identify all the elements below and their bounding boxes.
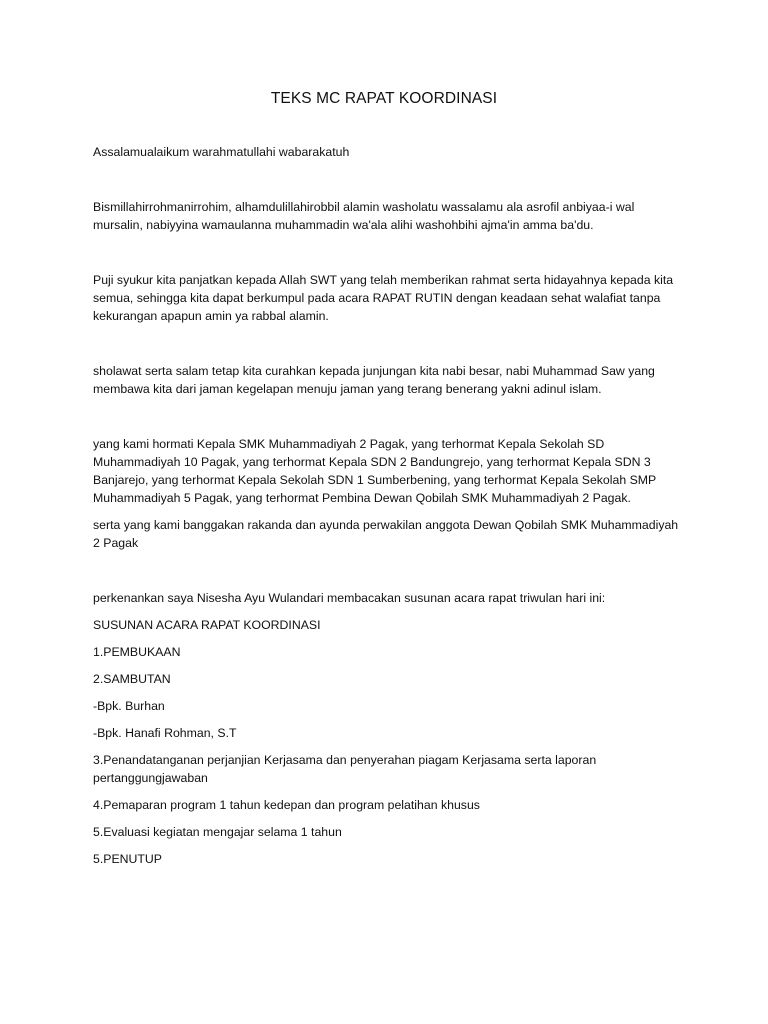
sholawat-paragraph: sholawat serta salam tetap kita curahkan kepada junjungan kita nabi besar, nabi Muhammad Saw yang membawa kita dari jaman kegelapan menuju jaman yang terang benerang yakni adinul islam.	[93, 364, 655, 396]
agenda-heading: SUSUNAN ACARA RAPAT KOORDINASI	[93, 618, 321, 632]
agenda-subitem: -Bpk. Burhan	[93, 699, 165, 713]
agenda-item: 5.PENUTUP	[93, 852, 163, 866]
agenda-item: 4.Pemaparan program 1 tahun kedepan dan program pelatihan khusus	[93, 798, 480, 812]
agenda-item: 3.Penandatanganan perjanjian Kerjasama dan penyerahan piagam Kerjasama serta laporan pertanggungjawaban	[93, 753, 597, 785]
greeting-paragraph: Assalamualaikum warahmatullahi wabarakatuh	[93, 145, 350, 159]
agenda-item: 5.Evaluasi kegiatan mengajar selama 1 tahun	[93, 825, 342, 839]
gratitude-paragraph: Puji syukur kita panjatkan kepada Allah SWT yang telah memberikan rahmat serta hidayahnya kepada kita semua, sehingga kita dapat berkumpul pada acara RAPAT RUTIN dengan keadaan sehat walafiat tanpa kekurangan apapun amin ya rabbal alamin.	[93, 273, 674, 323]
document-body	[93, 143, 683, 868]
representatives-paragraph: serta yang kami banggakan rakanda dan ayunda perwakilan anggota Dewan Qobilah SMK Muhammadiyah 2 Pagak	[93, 518, 679, 550]
honorifics-paragraph: yang kami hormati Kepala SMK Muhammadiyah 2 Pagak, yang terhormat Kepala Sekolah SD Muhammadiyah 10 Pagak, yang terhormat Kepala SDN 2 Bandungrejo, yang terhormat Kepala SDN 3 Banjarejo, yang terhormat Kepala Sekolah SDN 1 Sumberbening, yang terhormat Kepala Sekolah SMP Muhammadiyah 5 Pagak, yang terhormat Pembina Dewan Qobilah SMK Muhammadiyah 2 Pagak.	[93, 437, 657, 505]
opening-prayer-paragraph: Bismillahirrohmanirrohim, alhamdulillahirobbil alamin washolatu wassalamu ala asrofil anbiyaa-i wal mursalin, nabiyyina wamaulanna muhammadin wa'ala alihi washohbihi ajma'in amma ba'du.	[93, 200, 635, 232]
introduction-paragraph: perkenankan saya Nisesha Ayu Wulandari membacakan susunan acara rapat triwulan hari ini:	[93, 591, 606, 605]
agenda-subitem: -Bpk. Hanafi Rohman, S.T	[93, 726, 237, 740]
document-title: TEKS MC RAPAT KOORDINASI	[270, 90, 498, 107]
agenda-item: 1.PEMBUKAAN	[93, 645, 181, 659]
agenda-item: 2.SAMBUTAN	[93, 672, 171, 686]
